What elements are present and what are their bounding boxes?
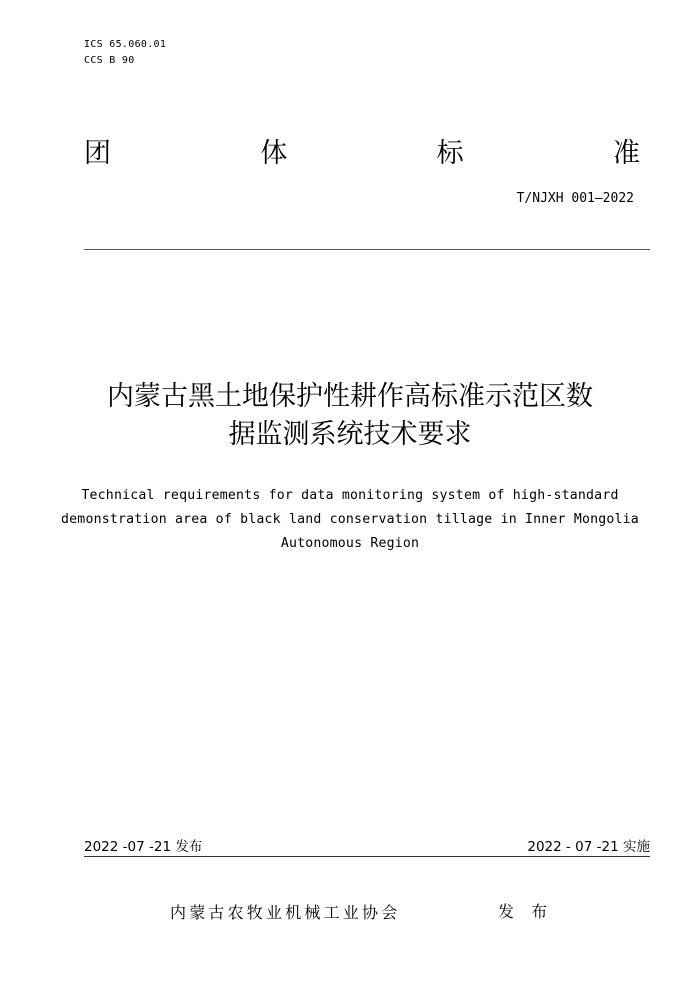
footer-divider	[84, 856, 650, 857]
english-title-line: Technical requirements for data monitoring system of high-standard	[81, 488, 619, 503]
header-divider	[84, 249, 650, 250]
standard-type-char: 准	[612, 138, 640, 169]
english-title	[30, 484, 670, 556]
ccs-code: CCS B 90	[84, 55, 135, 66]
english-title-line: demonstration area of black land conservation tillage in Inner Mongolia	[61, 512, 639, 527]
classification-codes	[84, 37, 166, 69]
publish-label: 发 布	[498, 902, 554, 921]
standard-type-char: 体	[260, 138, 288, 169]
chinese-title	[40, 378, 660, 454]
standard-number: T/NJXH 001—2022	[516, 191, 634, 206]
standard-type-char: 标	[436, 138, 464, 169]
standard-type-heading	[84, 134, 640, 174]
english-title-line: Autonomous Region	[280, 536, 420, 551]
chinese-title-line: 据监测系统技术要求	[228, 419, 472, 450]
chinese-title-line: 内蒙古黑土地保护性耕作高标准示范区数	[107, 381, 593, 412]
ics-code: ICS 65.060.01	[84, 39, 167, 50]
implementation-date: 2022 - 07 -21 实施	[527, 839, 650, 855]
standard-type-char: 团	[84, 138, 111, 169]
issue-date: 2022 -07 -21 发布	[84, 839, 203, 855]
publisher-name: 内蒙古农牧业机械工业协会	[170, 903, 401, 922]
date-row	[84, 838, 650, 856]
